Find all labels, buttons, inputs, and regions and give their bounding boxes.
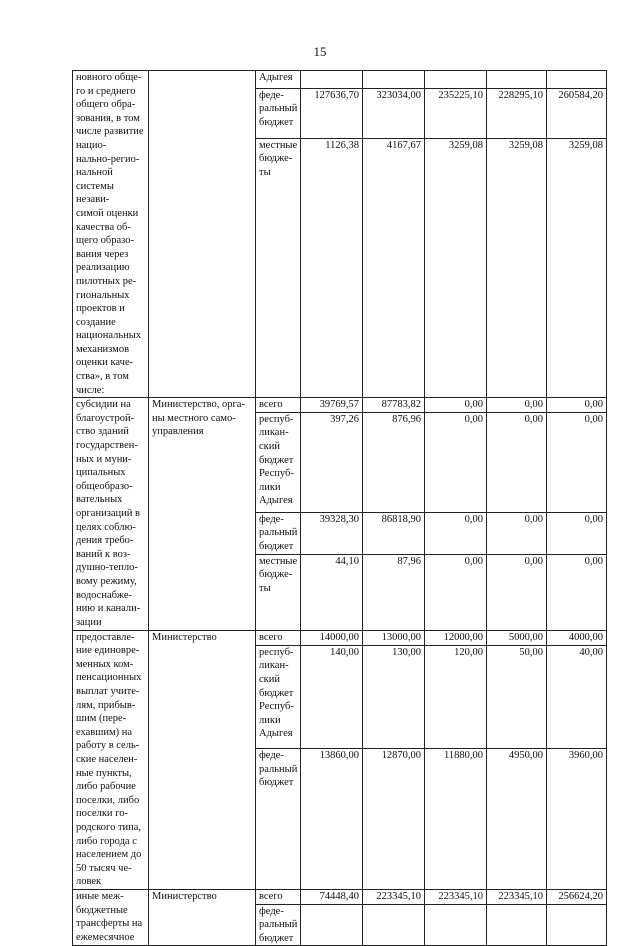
- measure-name-cell-line: населением до: [76, 849, 142, 861]
- measure-name-cell-line: душно-тепло-: [76, 562, 138, 574]
- amount-cell: 13860,00: [301, 749, 363, 890]
- measure-name-cell-line: шим (пере-: [76, 713, 127, 725]
- amount-cell: 120,00: [425, 645, 487, 748]
- measure-name-cell-line: оценки каче-: [76, 357, 134, 369]
- measure-name-cell-line: незави-: [76, 194, 110, 206]
- measure-name-cell-line: зования, в том: [76, 112, 140, 124]
- funding-source-cell: [256, 630, 301, 645]
- measure-name-cell-line: гиональных: [76, 289, 130, 301]
- measure-name-cell-line: поселки, либо: [76, 794, 140, 806]
- measure-name-cell-line: щего образо-: [76, 235, 135, 247]
- amount-cell: 130,00: [363, 645, 425, 748]
- funding-source-cell-line: всего: [259, 631, 283, 643]
- measure-name-cell-line: ства», в том: [76, 371, 129, 383]
- executor-cell-line: Министерство: [152, 631, 217, 643]
- measure-name-cell-line: ские населен-: [76, 753, 138, 765]
- measure-name-cell-line: родского типа,: [76, 821, 142, 833]
- funding-source-cell: [256, 645, 301, 748]
- executor-cell: [149, 398, 256, 630]
- measure-name-cell-line: общего обра-: [76, 99, 136, 111]
- measure-name-cell-line: выплат учите-: [76, 686, 140, 697]
- measure-name-cell-line: го и среднего: [76, 85, 136, 97]
- funding-source-cell: [256, 889, 301, 904]
- funding-source-cell: [256, 88, 301, 138]
- amount-cell: 74448,40: [301, 889, 363, 904]
- measure-name-cell-line: качества об-: [76, 221, 131, 233]
- funding-source-cell-line: лики: [259, 481, 281, 493]
- measure-name-cell-line: поселки го-: [76, 808, 128, 820]
- amount-cell: 12870,00: [363, 749, 425, 890]
- measure-name-cell-line: создание: [76, 316, 116, 328]
- funding-source-cell-line: ский: [259, 673, 280, 685]
- table-row: [73, 630, 607, 645]
- funding-source-cell-line: всего: [259, 399, 283, 411]
- funding-source-cell: [256, 749, 301, 890]
- measure-name-cell-line: лям, прибыв-: [76, 699, 136, 711]
- measure-name-cell-line: целях соблю-: [76, 521, 136, 533]
- measure-name-cell-line: ципальных: [76, 467, 126, 479]
- measure-name-cell-line: работу в сель-: [76, 740, 140, 752]
- measure-name-cell-line: симой оценки: [76, 207, 139, 219]
- table-row: [73, 889, 607, 904]
- measure-name-cell-line: организаций в: [76, 508, 140, 519]
- funding-source-cell-line: Респуб-: [259, 701, 294, 713]
- amount-cell: [547, 904, 607, 946]
- measure-name-cell-line: предоставле-: [76, 631, 135, 643]
- amount-cell: 4167,67: [363, 138, 425, 398]
- funding-source-cell-line: феде-: [259, 89, 284, 101]
- measure-name-cell-line: трансферты на: [76, 918, 143, 930]
- funding-source-cell-line: бюджет: [259, 932, 294, 944]
- measure-name-cell-line: ных и муни-: [76, 453, 132, 465]
- measure-name-cell-line: числе:: [76, 384, 105, 396]
- funding-source-cell-line: бюджет: [259, 116, 294, 128]
- measure-name-cell-line: вательных: [76, 494, 123, 506]
- amount-cell: [363, 904, 425, 946]
- amount-cell: 13000,00: [363, 630, 425, 645]
- amount-cell: 140,00: [301, 645, 363, 748]
- amount-cell: 87783,82: [363, 398, 425, 413]
- funding-source-cell-line: бюджет: [259, 687, 294, 699]
- measure-name-cell-line: ние единовре-: [76, 645, 140, 657]
- amount-cell: 3259,08: [547, 138, 607, 398]
- amount-cell: 1126,38: [301, 138, 363, 398]
- measure-name-cell-line: 50 тысяч че-: [76, 862, 132, 874]
- amount-cell: 3259,08: [425, 138, 487, 398]
- funding-source-cell: [256, 554, 301, 630]
- funding-source-cell-line: ликан-: [259, 660, 289, 672]
- amount-cell: 0,00: [425, 398, 487, 413]
- executor-cell: [149, 630, 256, 889]
- amount-cell: 876,96: [363, 412, 425, 512]
- measure-name-cell-line: ные пункты,: [76, 767, 132, 779]
- amount-cell: 0,00: [487, 512, 547, 554]
- measure-name-cell-line: ежемесячное: [76, 931, 135, 943]
- executor-cell-line: ны местного само-: [152, 412, 236, 424]
- measure-name-cell-line: субсидии на: [76, 399, 131, 411]
- funding-source-cell-line: ты: [259, 166, 271, 178]
- funding-source-cell-line: ральный: [259, 103, 298, 115]
- funding-source-cell-line: ральный: [259, 919, 298, 931]
- amount-cell: 397,26: [301, 412, 363, 512]
- amount-cell: 11880,00: [425, 749, 487, 890]
- funding-source-cell-line: феде-: [259, 750, 284, 762]
- amount-cell: 86818,90: [363, 512, 425, 554]
- measure-name-cell-line: государствен-: [76, 440, 138, 452]
- measure-name-cell: [73, 398, 149, 630]
- measure-name-cell-line: механизмов: [76, 343, 130, 355]
- funding-source-cell-line: респуб-: [259, 413, 294, 425]
- funding-source-cell-line: Респуб-: [259, 468, 294, 480]
- measure-name-cell-line: нию и канали-: [76, 603, 141, 615]
- amount-cell: 3259,08: [487, 138, 547, 398]
- amount-cell: [547, 71, 607, 89]
- measure-name-cell-line: дения требо-: [76, 535, 134, 547]
- measure-name-cell-line: либо города с: [76, 835, 137, 847]
- measure-name-cell-line: водоснабже-: [76, 589, 132, 601]
- funding-source-cell-line: бюджет: [259, 454, 294, 466]
- funding-source-cell-line: всего: [259, 890, 283, 902]
- measure-name-cell-line: благоустрой-: [76, 412, 135, 424]
- measure-name-cell-line: ваний к воз-: [76, 548, 131, 560]
- page-number: 15: [313, 44, 327, 59]
- funding-source-cell-line: Адыгея: [259, 72, 293, 83]
- measure-name-cell-line: пенсационных: [76, 672, 142, 684]
- table-row: [73, 398, 607, 413]
- amount-cell: [425, 904, 487, 946]
- funding-source-cell-line: бюджет: [259, 777, 294, 789]
- amount-cell: [487, 904, 547, 946]
- amount-cell: 256624,20: [547, 889, 607, 904]
- funding-source-cell-line: ты: [259, 582, 271, 594]
- amount-cell: 223345,10: [425, 889, 487, 904]
- measure-name-cell-line: вому режиму,: [76, 575, 137, 587]
- measure-name-cell-line: проектов и: [76, 303, 125, 315]
- measure-name-cell-line: ство зданий: [76, 426, 129, 438]
- amount-cell: 0,00: [547, 398, 607, 413]
- amount-cell: [363, 71, 425, 89]
- measure-name-cell-line: числе развитие: [76, 126, 144, 138]
- amount-cell: 0,00: [487, 554, 547, 630]
- amount-cell: 0,00: [487, 398, 547, 413]
- funding-source-cell-line: ликан-: [259, 427, 289, 439]
- amount-cell: [301, 904, 363, 946]
- amount-cell: 260584,20: [547, 88, 607, 138]
- amount-cell: 40,00: [547, 645, 607, 748]
- measure-name-cell: [73, 630, 149, 889]
- measure-name-cell-line: менных ком-: [76, 658, 134, 670]
- amount-cell: 87,96: [363, 554, 425, 630]
- amount-cell: 4000,00: [547, 630, 607, 645]
- measure-name-cell: [73, 889, 149, 945]
- amount-cell: 0,00: [547, 554, 607, 630]
- measure-name-cell-line: бюджетные: [76, 904, 128, 916]
- amount-cell: 39769,57: [301, 398, 363, 413]
- amount-cell: 0,00: [425, 512, 487, 554]
- amount-cell: 0,00: [425, 554, 487, 630]
- funding-source-cell-line: бюдже-: [259, 153, 293, 165]
- amount-cell: 223345,10: [363, 889, 425, 904]
- amount-cell: 127636,70: [301, 88, 363, 138]
- executor-cell-line: управления: [152, 426, 204, 438]
- funding-source-cell: [256, 71, 301, 89]
- executor-cell-line: Министерство: [152, 890, 217, 902]
- executor-cell: [149, 71, 256, 398]
- measure-name-cell-line: нальной системы: [76, 167, 114, 192]
- funding-source-cell-line: лики: [259, 714, 281, 726]
- amount-cell: [301, 71, 363, 89]
- amount-cell: 50,00: [487, 645, 547, 748]
- funding-source-cell-line: ский: [259, 441, 280, 453]
- measure-name-cell-line: либо рабочие: [76, 781, 136, 793]
- measure-name-cell-line: иные меж-: [76, 890, 124, 902]
- funding-source-cell-line: феде-: [259, 905, 284, 917]
- funding-source-cell: [256, 904, 301, 946]
- funding-source-cell: [256, 512, 301, 554]
- amount-cell: 12000,00: [425, 630, 487, 645]
- funding-source-cell: [256, 138, 301, 398]
- amount-cell: 4950,00: [487, 749, 547, 890]
- amount-cell: 5000,00: [487, 630, 547, 645]
- funding-source-cell-line: местные: [259, 139, 298, 151]
- amount-cell: 235225,10: [425, 88, 487, 138]
- executor-cell-line: Министерство, орга-: [152, 399, 245, 411]
- funding-source-cell-line: Адыгея: [259, 728, 293, 740]
- measure-name-cell-line: общеобразо-: [76, 480, 133, 492]
- funding-source-cell: [256, 412, 301, 512]
- funding-source-cell-line: феде-: [259, 513, 284, 525]
- amount-cell: [487, 71, 547, 89]
- measure-name-cell-line: реализацию: [76, 262, 130, 274]
- funding-source-cell-line: Адыгея: [259, 495, 293, 507]
- funding-source-cell-line: местные: [259, 555, 298, 567]
- amount-cell: 39328,30: [301, 512, 363, 554]
- amount-cell: 3960,00: [547, 749, 607, 890]
- funding-source-cell-line: бюдже-: [259, 569, 293, 581]
- amount-cell: [425, 71, 487, 89]
- measure-name-cell-line: пилотных ре-: [76, 275, 137, 287]
- measure-name-cell-line: ловек: [76, 876, 102, 888]
- measure-name-cell-line: зации: [76, 616, 102, 628]
- measure-name-cell-line: национальных: [76, 330, 142, 342]
- executor-cell: [149, 889, 256, 945]
- measure-name-cell-line: вания через: [76, 248, 129, 260]
- measure-name-cell-line: новного обще-: [76, 72, 142, 83]
- amount-cell: 44,10: [301, 554, 363, 630]
- amount-cell: 228295,10: [487, 88, 547, 138]
- funding-source-cell-line: ральный: [259, 763, 298, 775]
- budget-table: [72, 70, 607, 946]
- amount-cell: 0,00: [547, 412, 607, 512]
- measure-name-cell: [73, 71, 149, 398]
- funding-source-cell: [256, 398, 301, 413]
- funding-source-cell-line: бюджет: [259, 541, 294, 553]
- amount-cell: 14000,00: [301, 630, 363, 645]
- measure-name-cell-line: ехавшим) на: [76, 726, 133, 738]
- amount-cell: 323034,00: [363, 88, 425, 138]
- amount-cell: 0,00: [425, 412, 487, 512]
- measure-name-cell-line: нацио-: [76, 139, 107, 151]
- amount-cell: 0,00: [547, 512, 607, 554]
- funding-source-cell-line: респуб-: [259, 646, 294, 658]
- funding-source-cell-line: ральный: [259, 527, 298, 539]
- table-row: [73, 71, 607, 89]
- measure-name-cell-line: нально-регио-: [76, 153, 140, 165]
- amount-cell: 0,00: [487, 412, 547, 512]
- amount-cell: 223345,10: [487, 889, 547, 904]
